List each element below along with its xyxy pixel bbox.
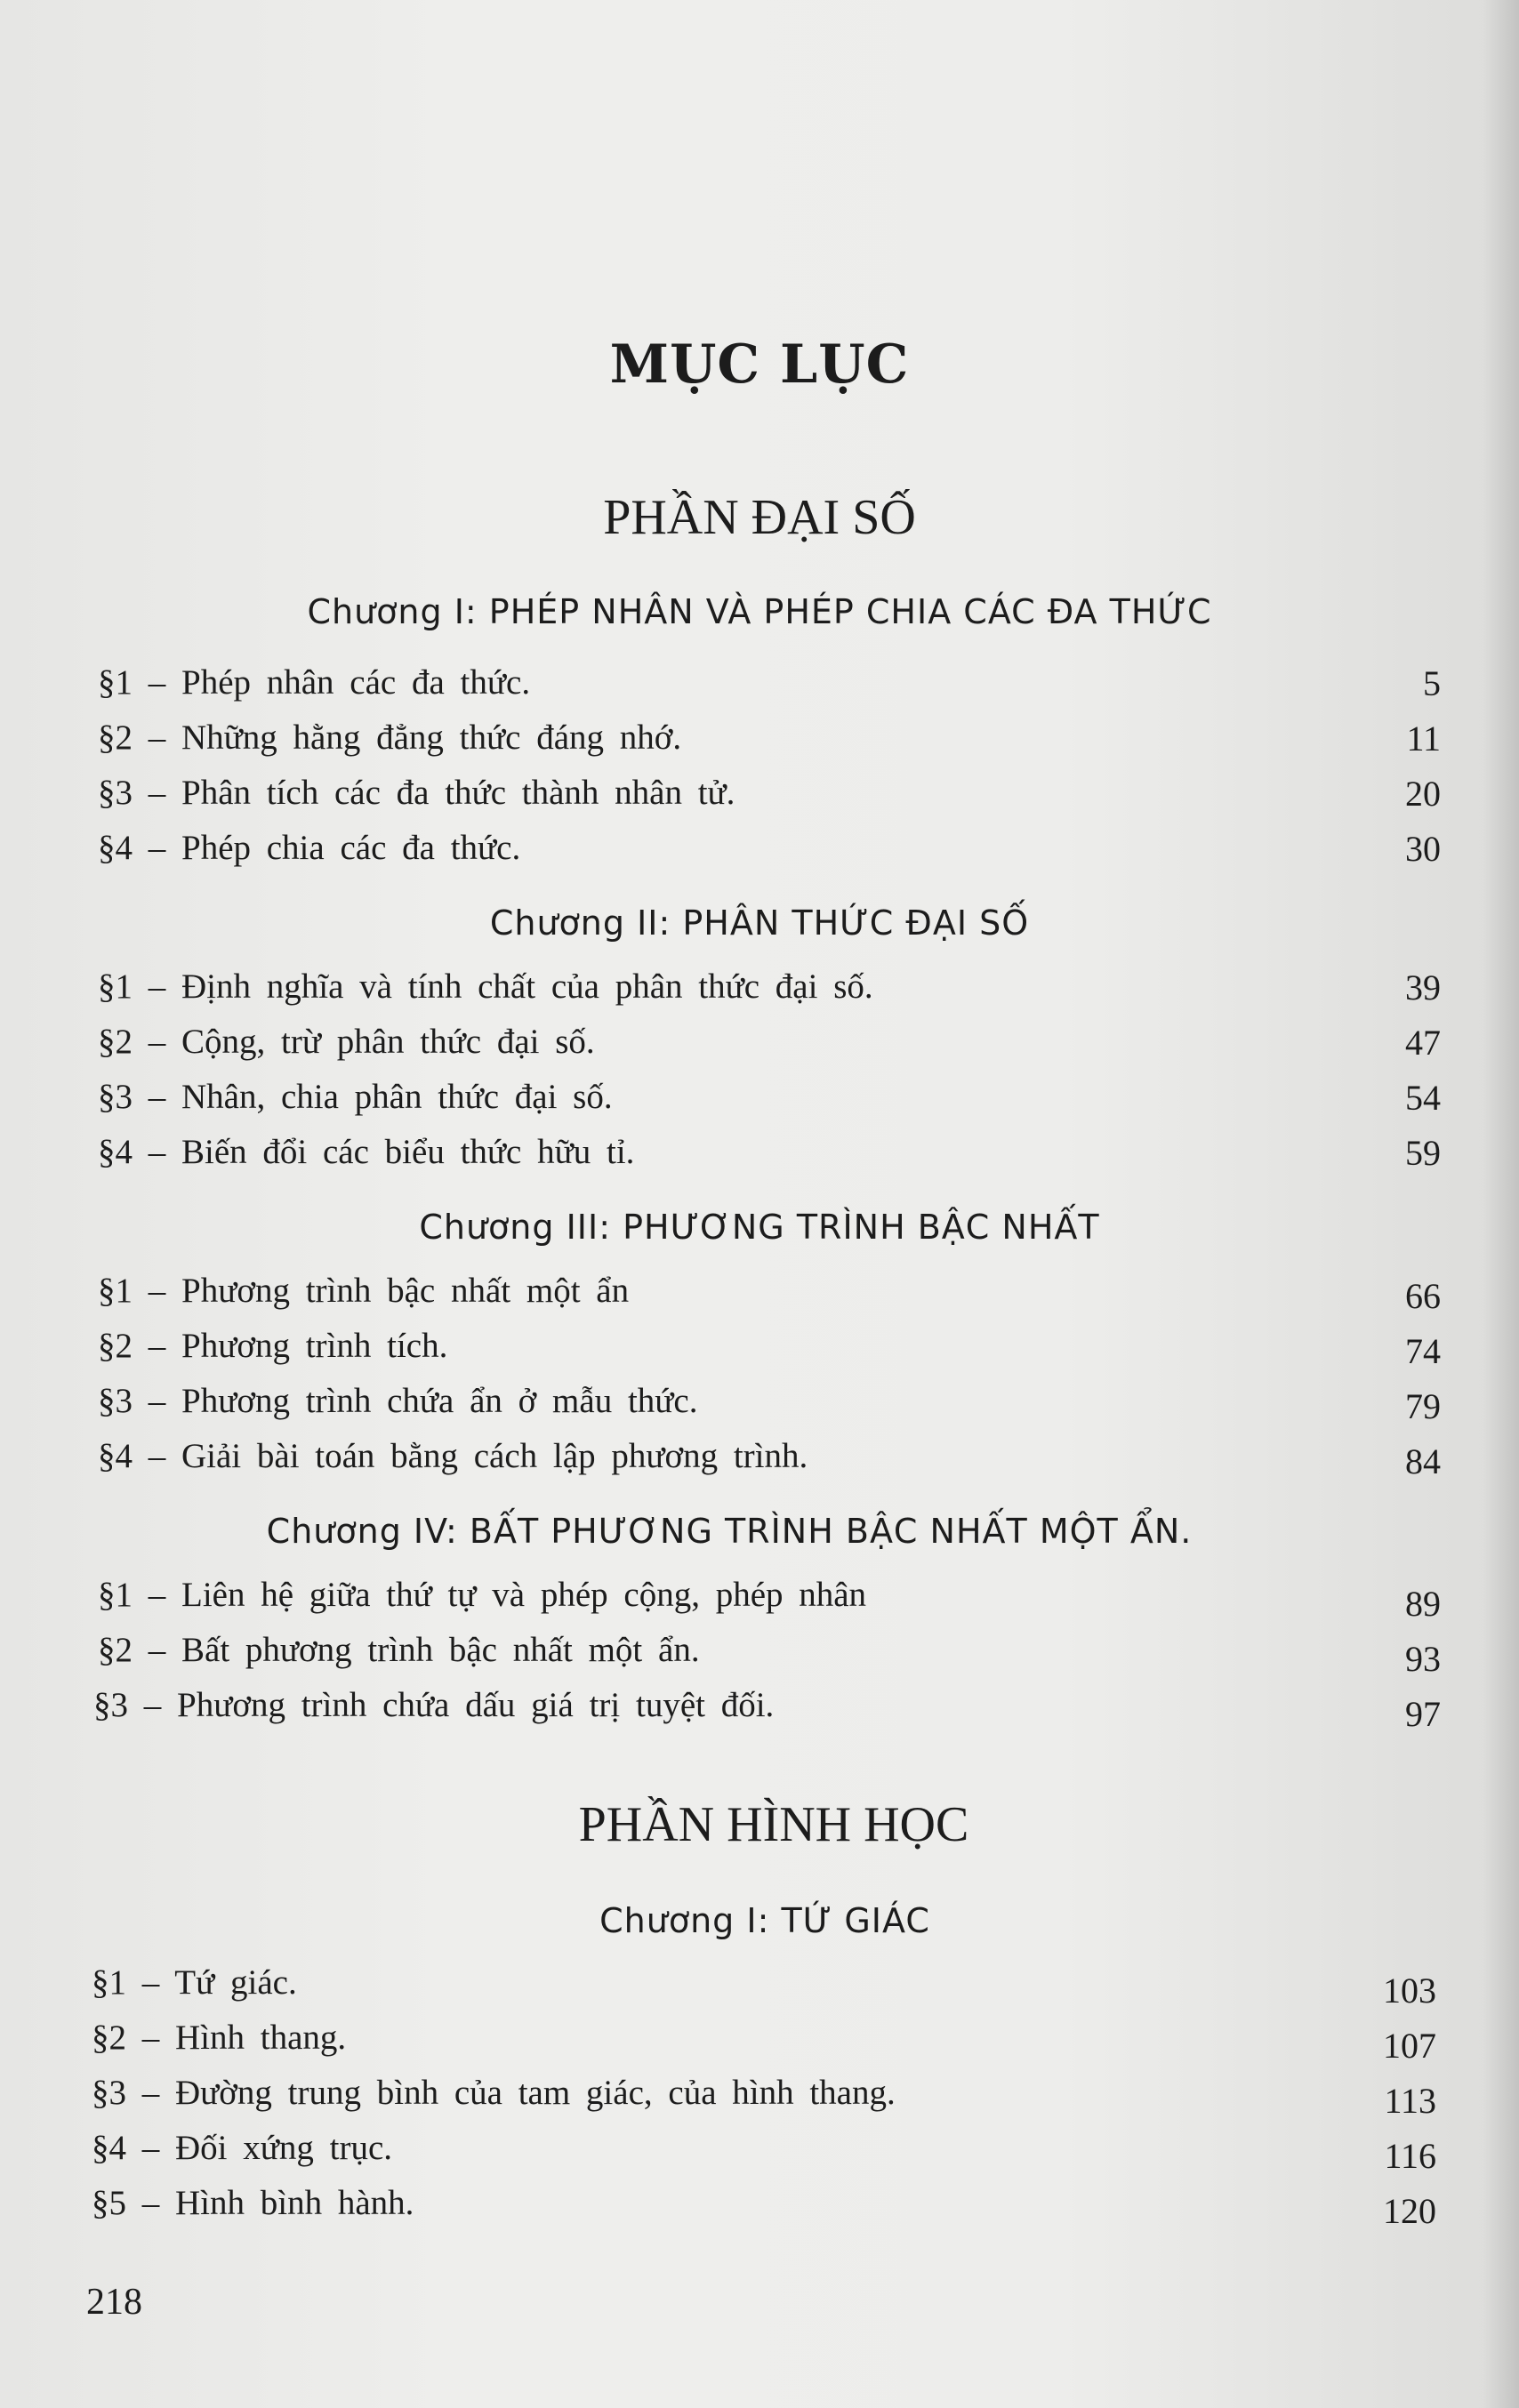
toc-entry-page: 107	[1383, 2026, 1436, 2066]
toc-entry: §3 – Nhân, chia phân thức đại số.	[98, 1078, 613, 1116]
chapter-title: Chương III: PHƯƠNG TRÌNH BẬC NHẤT	[419, 1208, 1100, 1247]
toc-entry-page: 103	[1383, 1971, 1436, 2011]
toc-entry-page: 54	[1405, 1078, 1441, 1118]
toc-entry: §1 – Định nghĩa và tính chất của phân thức đại số.	[98, 967, 873, 1006]
toc-entry-page: 79	[1405, 1386, 1441, 1426]
toc-entry-page: 30	[1405, 829, 1441, 869]
chapter-title: Chương I: PHÉP NHÂN VÀ PHÉP CHIA CÁC ĐA THỨC	[307, 592, 1212, 631]
toc-entry: §4 – Giải bài toán bằng cách lập phương trình.	[98, 1437, 808, 1475]
toc-entry: §2 – Bất phương trình bậc nhất một ẩn.	[98, 1631, 700, 1669]
toc-entry: §2 – Cộng, trừ phân thức đại số.	[98, 1023, 595, 1061]
toc-entry-page: 47	[1405, 1023, 1441, 1063]
toc-entry: §4 – Biến đổi các biểu thức hữu tỉ.	[98, 1133, 635, 1171]
toc-entry-page: 89	[1405, 1584, 1441, 1624]
toc-entry: §2 – Phương trình tích.	[98, 1327, 448, 1365]
toc-entry-page: 11	[1406, 718, 1441, 759]
part-title-algebra: PHẦN ĐẠI SỐ	[603, 490, 916, 545]
toc-entry-page: 59	[1405, 1133, 1441, 1173]
toc-entry-page: 84	[1405, 1441, 1441, 1481]
chapter-title: Chương I: TỨ GIÁC	[599, 1901, 930, 1940]
toc-entry: §3 – Phân tích các đa thức thành nhân tử.	[98, 774, 735, 812]
toc-entry-page: 66	[1405, 1276, 1441, 1316]
toc-entry: §1 – Phép nhân các đa thức.	[98, 663, 531, 702]
toc-entry-page: 39	[1405, 967, 1441, 1007]
toc-entry: §1 – Liên hệ giữa thứ tự và phép cộng, phép nhân	[98, 1576, 867, 1614]
toc-entry: §3 – Phương trình chứa dấu giá trị tuyệt đối.	[93, 1686, 775, 1724]
toc-entry: §1 – Phương trình bậc nhất một ẩn	[98, 1272, 630, 1310]
toc-title: MỤC LỤC	[609, 333, 910, 396]
toc-entry-page: 120	[1383, 2191, 1436, 2231]
toc-entry-page: 93	[1405, 1639, 1441, 1679]
toc-entry-page: 116	[1384, 2136, 1436, 2176]
toc-entry: §1 – Tứ giác.	[92, 1963, 297, 2002]
toc-entry-page: 5	[1423, 663, 1441, 703]
part-title-geometry: PHẦN HÌNH HỌC	[578, 1797, 969, 1852]
toc-entry-page: 20	[1405, 774, 1441, 814]
toc-entry: §4 – Phép chia các đa thức.	[98, 829, 521, 867]
toc-entry: §3 – Đường trung bình của tam giác, của hình thang.	[92, 2074, 896, 2112]
chapter-title: Chương II: PHÂN THỨC ĐẠI SỐ	[489, 903, 1030, 943]
toc-entry: §5 – Hình bình hành.	[92, 2184, 414, 2222]
toc-entry-page: 113	[1384, 2081, 1436, 2121]
toc-entry: §2 – Hình thang.	[92, 2019, 347, 2057]
toc-entry: §2 – Những hằng đẳng thức đáng nhớ.	[98, 718, 682, 757]
toc-entry: §3 – Phương trình chứa ẩn ở mẫu thức.	[98, 1382, 698, 1420]
chapter-title: Chương IV: BẤT PHƯƠNG TRÌNH BẬC NHẤT MỘT ẨN.	[266, 1512, 1193, 1551]
toc-entry-page: 97	[1405, 1694, 1441, 1734]
toc-entry-page: 74	[1405, 1331, 1441, 1371]
toc-entry: §4 – Đối xứng trục.	[92, 2129, 393, 2167]
page-number: 218	[86, 2282, 142, 2323]
